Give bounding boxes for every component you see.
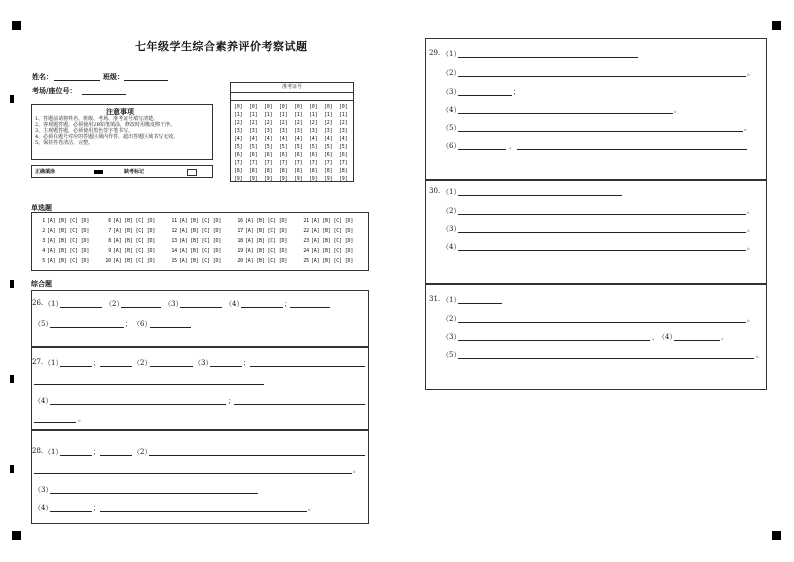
q30-part2-label: （2） bbox=[442, 207, 461, 215]
notice-item: 5、保持答卷清洁、完整。 bbox=[35, 140, 94, 146]
q28-blank1b[interactable] bbox=[100, 455, 132, 456]
q29-blank2[interactable] bbox=[458, 76, 746, 77]
q26-blank1[interactable] bbox=[60, 307, 102, 308]
q27-blank1a[interactable] bbox=[60, 366, 92, 367]
mc-option-bubbles[interactable]: [A] [B] [C] [D] bbox=[47, 228, 90, 234]
mc-option-bubbles[interactable]: [A] [B] [C] [D] bbox=[47, 258, 90, 264]
ticket-bubble[interactable]: [5] bbox=[294, 144, 303, 150]
mc-option-bubbles[interactable]: [A] [B] [C] [D] bbox=[179, 238, 222, 244]
ticket-bubble[interactable]: [1] bbox=[264, 112, 273, 118]
notice-list bbox=[35, 116, 211, 146]
mc-question-number: 4 bbox=[42, 248, 45, 254]
mc-question-number: 2 bbox=[42, 228, 45, 234]
ticket-bubble[interactable]: [8] bbox=[249, 168, 258, 174]
mc-option-bubbles[interactable]: [A] [B] [C] [D] bbox=[179, 218, 222, 224]
notice-item: 4、必须在题号对应的答题区域内作答，超出答题区域书写无效。 bbox=[35, 134, 179, 140]
mc-question-number: 11 bbox=[171, 218, 177, 224]
mc-question-number: 24 bbox=[303, 248, 309, 254]
ticket-bubble[interactable]: [7] bbox=[309, 160, 318, 166]
mc-question-number: 19 bbox=[237, 248, 243, 254]
ticket-bubble[interactable]: [9] bbox=[264, 176, 273, 182]
ticket-bubble[interactable]: [9] bbox=[234, 176, 243, 182]
q28-semicolon: ； bbox=[93, 448, 100, 456]
q27-number: 27. bbox=[32, 358, 44, 366]
q26-semicolon: ； bbox=[284, 300, 291, 308]
ticket-bubble[interactable]: [7] bbox=[249, 160, 258, 166]
notice-item: 1、答题前请将姓名、班级、考场、准考证号填写清楚。 bbox=[35, 116, 159, 122]
ticket-bubble[interactable]: [8] bbox=[234, 168, 243, 174]
ticket-bubble[interactable]: [2] bbox=[309, 120, 318, 126]
q28-blank1a[interactable] bbox=[60, 455, 92, 456]
ticket-bubble[interactable]: [1] bbox=[279, 112, 288, 118]
ticket-bubble[interactable]: [1] bbox=[339, 112, 348, 118]
ticket-bubble[interactable]: [3] bbox=[294, 128, 303, 134]
q27-box bbox=[31, 347, 369, 430]
q26-blank3[interactable] bbox=[180, 307, 222, 308]
q29-period: 。 bbox=[744, 124, 751, 132]
q29-blank1[interactable] bbox=[458, 57, 638, 58]
corner-mark-br bbox=[772, 531, 781, 540]
ticket-number-box bbox=[230, 82, 354, 182]
ticket-bubble[interactable]: [2] bbox=[279, 120, 288, 126]
q26-part4-label: （4） bbox=[225, 300, 244, 308]
mc-option-bubbles[interactable]: [A] [B] [C] [D] bbox=[245, 218, 288, 224]
q30-part4-label: （4） bbox=[442, 243, 461, 251]
ticket-bubble[interactable]: [6] bbox=[264, 152, 273, 158]
q30-period: 。 bbox=[747, 207, 754, 215]
q29-box bbox=[425, 38, 767, 180]
q30-blank4[interactable] bbox=[458, 250, 746, 251]
q29-part2-label: （2） bbox=[442, 69, 461, 77]
ticket-bubble[interactable]: [8] bbox=[279, 168, 288, 174]
mc-question-number: 8 bbox=[108, 238, 111, 244]
mc-option-bubbles[interactable]: [A] [B] [C] [D] bbox=[113, 258, 156, 264]
q29-comma: ， bbox=[509, 142, 516, 150]
ticket-bubble[interactable]: [2] bbox=[294, 120, 303, 126]
q28-blank2b[interactable] bbox=[34, 473, 352, 474]
ticket-bubble[interactable]: [0] bbox=[249, 104, 258, 110]
fill-example-box bbox=[31, 165, 213, 178]
q30-period: 。 bbox=[747, 225, 754, 233]
side-tick bbox=[10, 465, 14, 473]
q29-blank6b[interactable] bbox=[517, 149, 747, 150]
q30-number: 30. bbox=[429, 187, 441, 195]
side-tick bbox=[10, 280, 14, 288]
mc-option-bubbles[interactable]: [A] [B] [C] [D] bbox=[311, 258, 354, 264]
ticket-bubble[interactable]: [6] bbox=[294, 152, 303, 158]
q27-blank3c[interactable] bbox=[34, 384, 264, 385]
q26-part3-label: （3） bbox=[164, 300, 183, 308]
mc-option-bubbles[interactable]: [A] [B] [C] [D] bbox=[311, 248, 354, 254]
ticket-bubble[interactable]: [1] bbox=[234, 112, 243, 118]
ticket-bubble[interactable]: [4] bbox=[339, 136, 348, 142]
side-tick bbox=[10, 95, 14, 103]
q27-blank2[interactable] bbox=[150, 366, 193, 367]
q28-period: 。 bbox=[353, 466, 360, 474]
q30-period: 。 bbox=[747, 243, 754, 251]
ticket-bubble[interactable]: [5] bbox=[339, 144, 348, 150]
name-label: 姓名： bbox=[32, 72, 53, 81]
q27-blank4b[interactable] bbox=[234, 404, 365, 405]
mc-option-bubbles[interactable]: [A] [B] [C] [D] bbox=[47, 238, 90, 244]
ticket-bubble[interactable]: [7] bbox=[279, 160, 288, 166]
ticket-bubble[interactable]: [3] bbox=[309, 128, 318, 134]
q28-part2-label: （2） bbox=[133, 448, 152, 456]
ticket-bubble[interactable]: [7] bbox=[264, 160, 273, 166]
mc-answer-box bbox=[31, 212, 369, 271]
notice-item: 2、客观题答题，必须使用2B铅笔填涂，修改时用橡皮擦干净。 bbox=[35, 122, 176, 128]
mc-question-number: 9 bbox=[108, 248, 111, 254]
mc-option-bubbles[interactable]: [A] [B] [C] [D] bbox=[245, 258, 288, 264]
q29-part6-label: （6） bbox=[442, 142, 461, 150]
ticket-bubble[interactable]: [5] bbox=[324, 144, 333, 150]
ticket-bubble[interactable]: [4] bbox=[324, 136, 333, 142]
mc-option-bubbles[interactable]: [A] [B] [C] [D] bbox=[311, 218, 354, 224]
seat-label: 考场/座位号： bbox=[32, 86, 77, 95]
comp-section-label: 综合题 bbox=[31, 279, 52, 288]
ticket-bubble[interactable]: [7] bbox=[339, 160, 348, 166]
mc-question-number: 13 bbox=[171, 238, 177, 244]
ticket-bubble[interactable]: [9] bbox=[309, 176, 318, 182]
ticket-bubble[interactable]: [1] bbox=[249, 112, 258, 118]
q27-part4-label: （4） bbox=[34, 397, 53, 405]
ticket-bubble[interactable]: [5] bbox=[249, 144, 258, 150]
q28-blank4a[interactable] bbox=[50, 511, 92, 512]
ticket-bubble[interactable]: [6] bbox=[234, 152, 243, 158]
q31-part2-label: （2） bbox=[442, 315, 461, 323]
q26-blank5[interactable] bbox=[50, 327, 124, 328]
mc-option-bubbles[interactable]: [A] [B] [C] [D] bbox=[113, 218, 156, 224]
ticket-bubble[interactable]: [4] bbox=[279, 136, 288, 142]
q26-part6-label: （6） bbox=[133, 320, 152, 328]
ticket-bubble[interactable]: [0] bbox=[264, 104, 273, 110]
mc-option-bubbles[interactable]: [A] [B] [C] [D] bbox=[47, 218, 90, 224]
ticket-bubble[interactable]: [0] bbox=[309, 104, 318, 110]
ticket-write-divider bbox=[231, 100, 353, 101]
q27-part2-label: （2） bbox=[133, 359, 152, 367]
ticket-bubble[interactable]: [0] bbox=[324, 104, 333, 110]
ticket-bubble[interactable]: [3] bbox=[339, 128, 348, 134]
ticket-bubble[interactable]: [0] bbox=[339, 104, 348, 110]
q27-semicolon: ； bbox=[243, 359, 250, 367]
q28-part3-label: （3） bbox=[34, 486, 53, 494]
mc-option-bubbles[interactable]: [A] [B] [C] [D] bbox=[245, 228, 288, 234]
corner-mark-tr bbox=[772, 21, 781, 30]
ticket-bubble[interactable]: [4] bbox=[249, 136, 258, 142]
ticket-bubble[interactable]: [5] bbox=[234, 144, 243, 150]
ticket-bubble[interactable]: [0] bbox=[279, 104, 288, 110]
q31-blank1[interactable] bbox=[458, 303, 502, 304]
q29-blank5[interactable] bbox=[458, 131, 743, 132]
mc-question-number: 14 bbox=[171, 248, 177, 254]
ticket-bubble[interactable]: [2] bbox=[249, 120, 258, 126]
mc-question-number: 18 bbox=[237, 238, 243, 244]
q29-part5-label: （5） bbox=[442, 124, 461, 132]
ticket-bubble[interactable]: [4] bbox=[264, 136, 273, 142]
q27-blank3b[interactable] bbox=[250, 366, 365, 367]
q31-comma: ， bbox=[652, 333, 659, 341]
q28-box bbox=[31, 430, 369, 524]
ticket-bubble[interactable]: [7] bbox=[324, 160, 333, 166]
ticket-bubble[interactable]: [6] bbox=[324, 152, 333, 158]
ticket-bubble[interactable]: [2] bbox=[264, 120, 273, 126]
ticket-header-divider bbox=[231, 92, 353, 93]
ticket-bubble[interactable]: [8] bbox=[294, 168, 303, 174]
notice-box bbox=[31, 104, 213, 160]
q26-blank4a[interactable] bbox=[241, 307, 283, 308]
q30-blank1[interactable] bbox=[458, 195, 622, 196]
q29-semicolon: ； bbox=[513, 88, 520, 96]
mc-option-bubbles[interactable]: [A] [B] [C] [D] bbox=[113, 228, 156, 234]
q30-part3-label: （3） bbox=[442, 225, 461, 233]
ticket-bubble[interactable]: [8] bbox=[309, 168, 318, 174]
mc-question-number: 10 bbox=[105, 258, 111, 264]
q30-part1-label: （1） bbox=[442, 188, 461, 196]
q31-part1-label: （1） bbox=[442, 296, 461, 304]
class-field[interactable] bbox=[124, 80, 168, 81]
mc-question-number: 25 bbox=[303, 258, 309, 264]
ticket-bubble[interactable]: [9] bbox=[279, 176, 288, 182]
q26-part2-label: （2） bbox=[105, 300, 124, 308]
mc-option-bubbles[interactable]: [A] [B] [C] [D] bbox=[179, 258, 222, 264]
ticket-bubble[interactable]: [6] bbox=[249, 152, 258, 158]
ticket-bubble[interactable]: [9] bbox=[294, 176, 303, 182]
mc-option-bubbles[interactable]: [A] [B] [C] [D] bbox=[179, 228, 222, 234]
q27-semicolon: ； bbox=[228, 397, 235, 405]
q28-blank4b[interactable] bbox=[100, 511, 307, 512]
ticket-bubble[interactable]: [7] bbox=[234, 160, 243, 166]
ticket-bubble[interactable]: [1] bbox=[324, 112, 333, 118]
q27-part1-label: （1） bbox=[44, 359, 63, 367]
q27-blank4c[interactable] bbox=[34, 422, 76, 423]
ticket-bubble[interactable]: [8] bbox=[264, 168, 273, 174]
correct-fill-sample bbox=[94, 170, 103, 174]
ticket-bubble[interactable]: [9] bbox=[339, 176, 348, 182]
mc-option-bubbles[interactable]: [A] [B] [C] [D] bbox=[179, 248, 222, 254]
ticket-bubble[interactable]: [3] bbox=[279, 128, 288, 134]
seat-field[interactable] bbox=[82, 94, 126, 95]
q29-part3-label: （3） bbox=[442, 88, 461, 96]
ticket-bubble[interactable]: [4] bbox=[294, 136, 303, 142]
q29-blank3[interactable] bbox=[458, 95, 512, 96]
q31-comma: ， bbox=[721, 333, 728, 341]
mc-question-number: 5 bbox=[42, 258, 45, 264]
ticket-bubble[interactable]: [3] bbox=[234, 128, 243, 134]
ticket-bubble[interactable]: [5] bbox=[279, 144, 288, 150]
mc-question-number: 20 bbox=[237, 258, 243, 264]
mc-question-number: 16 bbox=[237, 218, 243, 224]
notice-title: 注意事项 bbox=[106, 107, 134, 116]
ticket-bubble[interactable]: [8] bbox=[324, 168, 333, 174]
corner-mark-bl bbox=[12, 531, 21, 540]
q29-period: 。 bbox=[747, 69, 754, 77]
mc-option-bubbles[interactable]: [A] [B] [C] [D] bbox=[245, 238, 288, 244]
q31-blank4[interactable] bbox=[674, 340, 720, 341]
q31-part3-label: （3） bbox=[442, 333, 461, 341]
notice-item: 3、主观题答题，必须使用黑色签字笔书写。 bbox=[35, 128, 134, 134]
ticket-bubble[interactable]: [9] bbox=[324, 176, 333, 182]
mc-question-number: 17 bbox=[237, 228, 243, 234]
q28-period: 。 bbox=[308, 504, 315, 512]
mc-option-bubbles[interactable]: [A] [B] [C] [D] bbox=[113, 238, 156, 244]
ticket-bubble[interactable]: [0] bbox=[294, 104, 303, 110]
q27-period: 。 bbox=[78, 415, 85, 423]
ticket-bubble[interactable]: [2] bbox=[339, 120, 348, 126]
q27-blank4a[interactable] bbox=[50, 404, 226, 405]
q31-part4-label: （4） bbox=[658, 333, 677, 341]
ticket-bubble[interactable]: [3] bbox=[324, 128, 333, 134]
corner-mark-tl bbox=[12, 21, 21, 30]
mc-section-label: 单选题 bbox=[31, 203, 52, 212]
ticket-bubble[interactable]: [9] bbox=[249, 176, 258, 182]
mc-question-number: 23 bbox=[303, 238, 309, 244]
q26-blank4b[interactable] bbox=[290, 307, 330, 308]
absent-mark-box[interactable] bbox=[187, 169, 197, 176]
ticket-bubble[interactable]: [8] bbox=[339, 168, 348, 174]
mc-question-number: 3 bbox=[42, 238, 45, 244]
side-tick bbox=[10, 375, 14, 383]
q29-period: 。 bbox=[674, 106, 681, 114]
q31-blank2[interactable] bbox=[458, 322, 746, 323]
q27-part3-label: （3） bbox=[194, 359, 213, 367]
q28-number: 28. bbox=[32, 447, 44, 455]
q26-blank2[interactable] bbox=[121, 307, 161, 308]
q26-part5-label: （5） bbox=[34, 320, 53, 328]
ticket-header: 准考证号 bbox=[281, 84, 302, 90]
ticket-bubble[interactable]: [6] bbox=[339, 152, 348, 158]
q31-blank5[interactable] bbox=[458, 358, 754, 359]
q28-part4-label: （4） bbox=[34, 504, 53, 512]
q26-part1-label: （1） bbox=[44, 300, 63, 308]
q30-box bbox=[425, 180, 767, 284]
ticket-bubble[interactable]: [0] bbox=[234, 104, 243, 110]
mc-question-number: 7 bbox=[108, 228, 111, 234]
ticket-bubble[interactable]: [2] bbox=[234, 120, 243, 126]
page-title: 七年级学生综合素养评价考察试题 bbox=[135, 40, 308, 53]
q26-semicolon: ； bbox=[125, 320, 132, 328]
q31-period: 。 bbox=[756, 351, 763, 359]
ticket-bubble[interactable]: [3] bbox=[264, 128, 273, 134]
mc-option-bubbles[interactable]: [A] [B] [C] [D] bbox=[113, 248, 156, 254]
q30-blank3[interactable] bbox=[458, 232, 746, 233]
q27-semicolon: ； bbox=[93, 359, 100, 367]
q31-part5-label: （5） bbox=[442, 351, 461, 359]
ticket-bubble[interactable]: [1] bbox=[294, 112, 303, 118]
q26-box bbox=[31, 290, 369, 347]
q30-blank2[interactable] bbox=[458, 214, 746, 215]
absent-mark-label: 缺考标记 bbox=[124, 169, 145, 175]
ticket-bubble[interactable]: [2] bbox=[324, 120, 333, 126]
ticket-bubble[interactable]: [4] bbox=[309, 136, 318, 142]
mc-option-bubbles[interactable]: [A] [B] [C] [D] bbox=[311, 238, 354, 244]
mc-question-number: 22 bbox=[303, 228, 309, 234]
ticket-bubble[interactable]: [6] bbox=[309, 152, 318, 158]
q31-blank3[interactable] bbox=[458, 340, 650, 341]
ticket-bubble[interactable]: [4] bbox=[234, 136, 243, 142]
q29-part1-label: （1） bbox=[442, 50, 461, 58]
q29-part4-label: （4） bbox=[442, 106, 461, 114]
ticket-bubble[interactable]: [1] bbox=[309, 112, 318, 118]
mc-question-number: 1 bbox=[42, 218, 45, 224]
mc-option-bubbles[interactable]: [A] [B] [C] [D] bbox=[245, 248, 288, 254]
q27-blank3a[interactable] bbox=[210, 366, 242, 367]
correct-fill-label: 正确填涂 bbox=[35, 169, 56, 175]
ticket-bubble[interactable]: [3] bbox=[249, 128, 258, 134]
ticket-bubble[interactable]: [6] bbox=[279, 152, 288, 158]
q29-number: 29. bbox=[429, 49, 441, 57]
mc-option-bubbles[interactable]: [A] [B] [C] [D] bbox=[47, 248, 90, 254]
class-label: 班级： bbox=[103, 72, 124, 81]
q29-blank6a[interactable] bbox=[458, 149, 506, 150]
q26-blank6[interactable] bbox=[150, 327, 191, 328]
q31-number: 31. bbox=[429, 295, 441, 303]
q28-blank3[interactable] bbox=[50, 493, 258, 494]
q31-period: 。 bbox=[747, 315, 754, 323]
q31-box bbox=[425, 284, 767, 390]
q27-blank1b[interactable] bbox=[100, 366, 132, 367]
q26-number: 26. bbox=[32, 299, 44, 307]
name-field[interactable] bbox=[54, 80, 100, 81]
mc-question-number: 12 bbox=[171, 228, 177, 234]
mc-question-number: 21 bbox=[303, 218, 309, 224]
q28-semicolon: ； bbox=[93, 504, 100, 512]
q29-blank4[interactable] bbox=[458, 113, 673, 114]
mc-question-number: 6 bbox=[108, 218, 111, 224]
ticket-bubble[interactable]: [7] bbox=[294, 160, 303, 166]
ticket-bubble[interactable]: [5] bbox=[309, 144, 318, 150]
mc-question-number: 15 bbox=[171, 258, 177, 264]
ticket-bubble[interactable]: [5] bbox=[264, 144, 273, 150]
q28-part1-label: （1） bbox=[44, 448, 63, 456]
q28-blank2a[interactable] bbox=[149, 455, 365, 456]
mc-option-bubbles[interactable]: [A] [B] [C] [D] bbox=[311, 228, 354, 234]
